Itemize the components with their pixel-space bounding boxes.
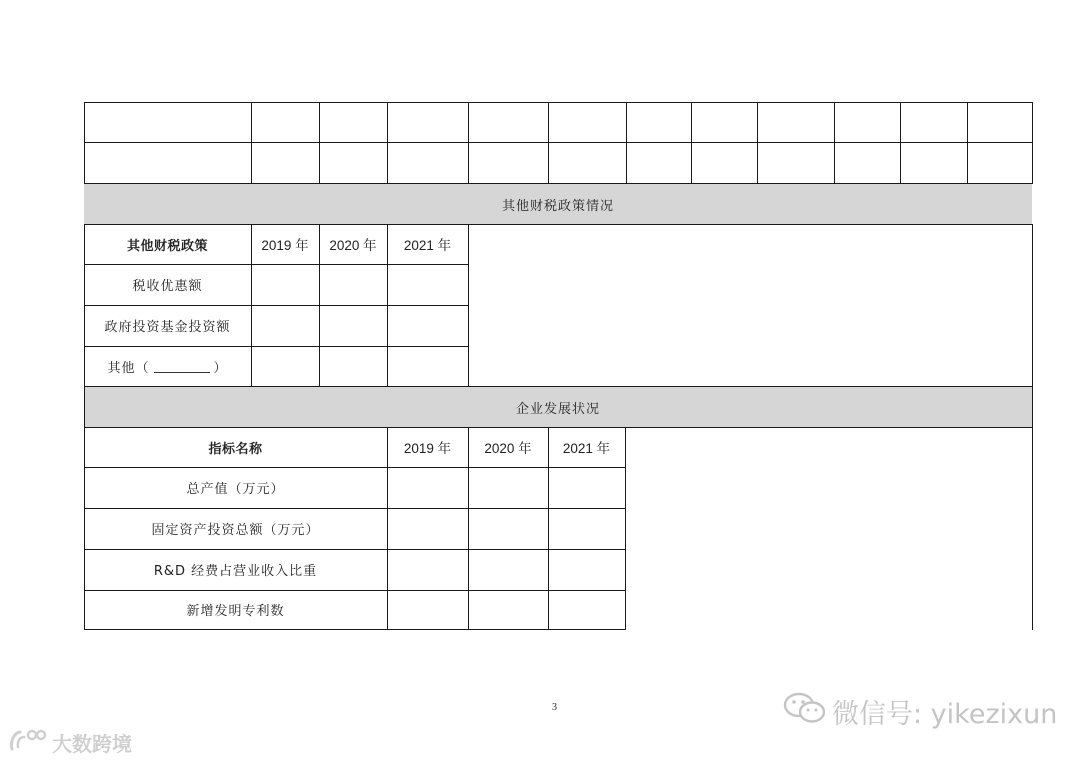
section-title-tax: 其他财税政策情况: [501, 198, 614, 214]
rule: [84, 102, 85, 184]
brand-logo-icon: [8, 727, 52, 758]
dev-header-2019: 2019 年: [403, 441, 452, 456]
tax-header-2021: 2021 年: [403, 238, 452, 253]
rule: [900, 102, 901, 184]
brand-watermark: [8, 728, 132, 756]
dev-header-name: 指标名称: [208, 441, 263, 457]
wechat-icon: [782, 691, 832, 732]
rule: [1032, 224, 1033, 387]
rule: [691, 102, 692, 184]
wechat-watermark: [782, 694, 1057, 728]
tax-row-other: [84, 346, 251, 386]
rule: [967, 102, 968, 184]
rule: [387, 102, 388, 184]
rule: [834, 102, 835, 184]
rule: [625, 427, 626, 630]
rule: [319, 102, 320, 184]
section-title-dev: 企业发展状况: [515, 401, 600, 417]
rule: [468, 224, 469, 387]
rule: [1032, 386, 1033, 630]
rule: [1032, 102, 1033, 184]
dev-row-label: R&D 经费占营业收入比重: [153, 564, 318, 579]
brand-text: 大数跨境: [52, 731, 132, 756]
rule: [548, 102, 549, 184]
rule: [84, 142, 1033, 143]
tax-header-2019: 2019 年: [261, 238, 309, 253]
dev-row-label: 新增发明专利数: [186, 604, 285, 619]
dev-header-2020: 2020 年: [484, 441, 532, 456]
wechat-id-text: 微信号: yikezixun: [832, 698, 1058, 730]
rule: [468, 102, 469, 184]
other-prefix: 其他（: [107, 360, 150, 376]
rule: [84, 629, 626, 630]
dev-row-label: 总产值（万元）: [186, 482, 285, 497]
other-blank-line: [154, 360, 210, 373]
tax-header-2020: 2020 年: [329, 238, 377, 253]
tax-header-name: 其他财税政策: [126, 238, 208, 254]
rule: [757, 102, 758, 184]
rule: [626, 102, 627, 184]
tax-row-label: 税收优惠额: [132, 279, 203, 294]
rule: [251, 102, 252, 184]
other-suffix: ）: [213, 360, 228, 376]
tax-row-label: 政府投资基金投资额: [104, 320, 231, 335]
rule: [84, 102, 1033, 103]
page-number: 3: [552, 702, 557, 713]
dev-row-label: 固定资产投资总额（万元）: [151, 523, 320, 538]
dev-header-2021: 2021 年: [562, 441, 611, 456]
